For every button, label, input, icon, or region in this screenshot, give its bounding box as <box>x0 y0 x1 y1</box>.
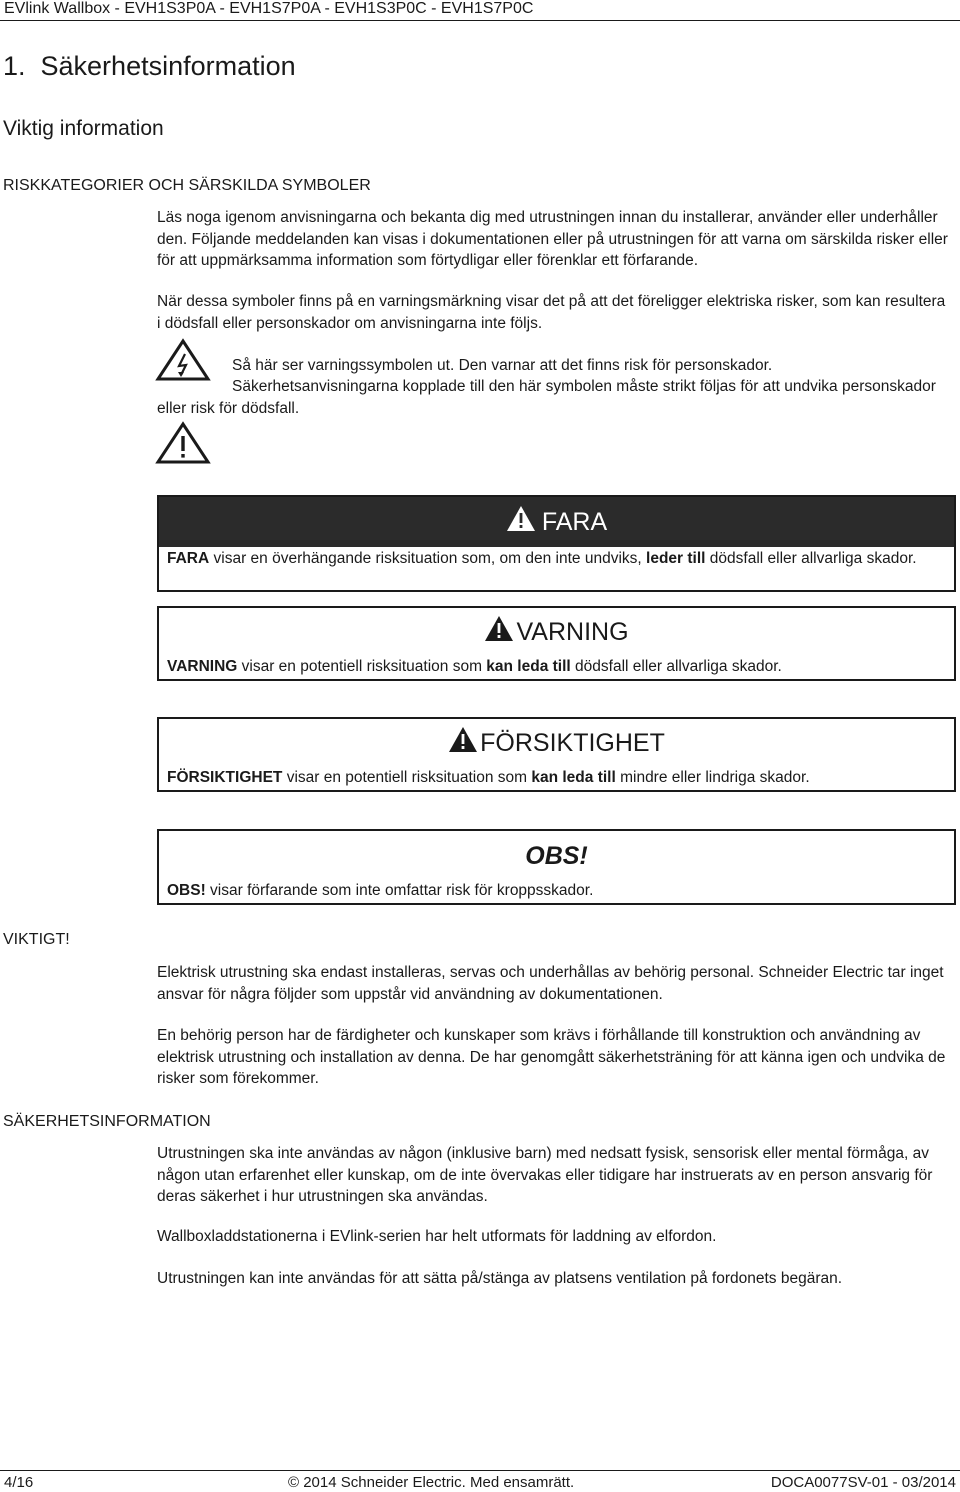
notice-box-header <box>159 831 954 880</box>
danger-text-part1: visar en överhängande risksituation som, om den inte undviks, <box>209 550 647 567</box>
warning-text-part2: dödsfall eller allvarliga skador. <box>570 658 782 675</box>
page-number: 4/16 <box>4 1474 34 1491</box>
notice-box-text <box>159 880 954 901</box>
document-header-title: EVlink Wallbox - EVH1S3P0A - EVH1S7P0A - EVH1S3P0C - EVH1S7P0C <box>4 0 534 17</box>
notice-box <box>157 829 956 905</box>
copyright-text: © 2014 Schneider Electric. Med ensamrätt. <box>288 1474 575 1491</box>
safety-paragraph-1: Utrustningen ska inte användas av någon (inklusive barn) med nedsatt fysisk, sensorisk eller mental förmåga, av någon utan erfarenhet eller kunskap, om de inte övervakas eller tidigare har instruerats av en person ansvarig för deras säkerhet i hur utrustningen ska användas. <box>157 1145 933 1205</box>
header-divider <box>0 20 960 21</box>
caution-text-part1: visar en potentiell risksituation som <box>282 769 532 786</box>
danger-text-part2: dödsfall eller allvarliga skador. <box>705 550 917 567</box>
warning-text-bold: kan leda till <box>486 658 571 675</box>
warning-box <box>157 606 956 681</box>
caution-box-title: FÖRSIKTIGHET <box>480 729 665 757</box>
danger-box <box>157 495 956 592</box>
notice-lead: OBS! <box>167 882 206 899</box>
safety-paragraph-3: Utrustningen kan inte användas för att sätta på/stänga av platsens ventilation på fordonets begäran. <box>157 1270 843 1287</box>
safety-info-label: SÄKERHETSINFORMATION <box>3 1113 211 1130</box>
footer-divider <box>0 1470 960 1471</box>
caution-box-text <box>159 767 954 788</box>
important-paragraph-2: En behörig person har de färdigheter och kunskaper som krävs i förhållande till konstruktion och användning av elektrisk utrustning och installation av denna. De har genomgått säkerhetsträning för att känna igen och undvika de risker som förekommer. <box>157 1027 946 1087</box>
important-paragraph-1: Elektrisk utrustning ska endast installeras, servas och underhållas av behörig personal. Schneider Electric tar inget ansvar för några följder som uppstår vid användning av dokumentationen. <box>157 964 944 1003</box>
danger-lead: FARA <box>167 550 210 567</box>
intro-paragraph: Läs noga igenom anvisningarna och bekanta dig med utrustningen innan du installerar, använder eller underhåller den. Följande meddelanden kan visas i dokumentationen eller på utrustningen för att varna om särskilda risker eller för att uppmärksamma information som förtydligar eller förenklar ett förfarande. <box>157 209 948 269</box>
warning-box-title: VARNING <box>516 618 629 646</box>
danger-box-header <box>159 497 954 547</box>
warning-text-part1: visar en potentiell risksituation som <box>237 658 487 675</box>
category-heading: RISKKATEGORIER OCH SÄRSKILDA SYMBOLER <box>3 177 371 194</box>
safety-paragraph-2: Wallboxladdstationerna i EVlink-serien har helt utformats för laddning av elfordon. <box>157 1228 717 1245</box>
danger-box-title: FARA <box>541 508 608 536</box>
notice-box-title: OBS! <box>525 841 588 870</box>
warning-triangle-icon <box>155 421 211 465</box>
warning-lead: VARNING <box>167 658 238 675</box>
symbol-intro-paragraph: När dessa symboler finns på en varningsmärkning visar det på att det föreligger elektriska risker, som kan resultera i dödsfall eller personskador om anvisningarna inte följs. <box>157 293 946 332</box>
danger-box-text <box>159 547 954 569</box>
caution-triangle-icon <box>448 726 478 760</box>
symbol-instruction-text: Säkerhetsanvisningarna kopplade till den här symbolen måste strikt följas för att undvika personskador eller risk för dödsfall. <box>157 378 936 417</box>
caution-box-header <box>159 719 954 767</box>
notice-text: visar förfarande som inte omfattar risk för kroppsskador. <box>205 882 594 899</box>
section-subheading: Viktig information <box>3 117 164 140</box>
caution-box <box>157 717 956 792</box>
danger-triangle-icon <box>506 505 536 539</box>
important-label: VIKTIGT! <box>3 931 70 948</box>
danger-text-bold: leder till <box>646 550 706 567</box>
warning-box-header <box>159 608 954 656</box>
caution-text-part2: mindre eller lindriga skador. <box>615 769 810 786</box>
caution-lead: FÖRSIKTIGHET <box>167 769 283 786</box>
symbol-description-line: Så här ser varningssymbolen ut. Den varnar att det finns risk för personskador. <box>232 357 773 374</box>
section-heading: 1. Säkerhetsinformation <box>3 51 296 81</box>
caution-text-bold: kan leda till <box>531 769 616 786</box>
warning-box-text <box>159 656 954 677</box>
document-code: DOCA0077SV-01 - 03/2014 <box>770 1474 956 1491</box>
warning-triangle-icon <box>484 615 514 649</box>
